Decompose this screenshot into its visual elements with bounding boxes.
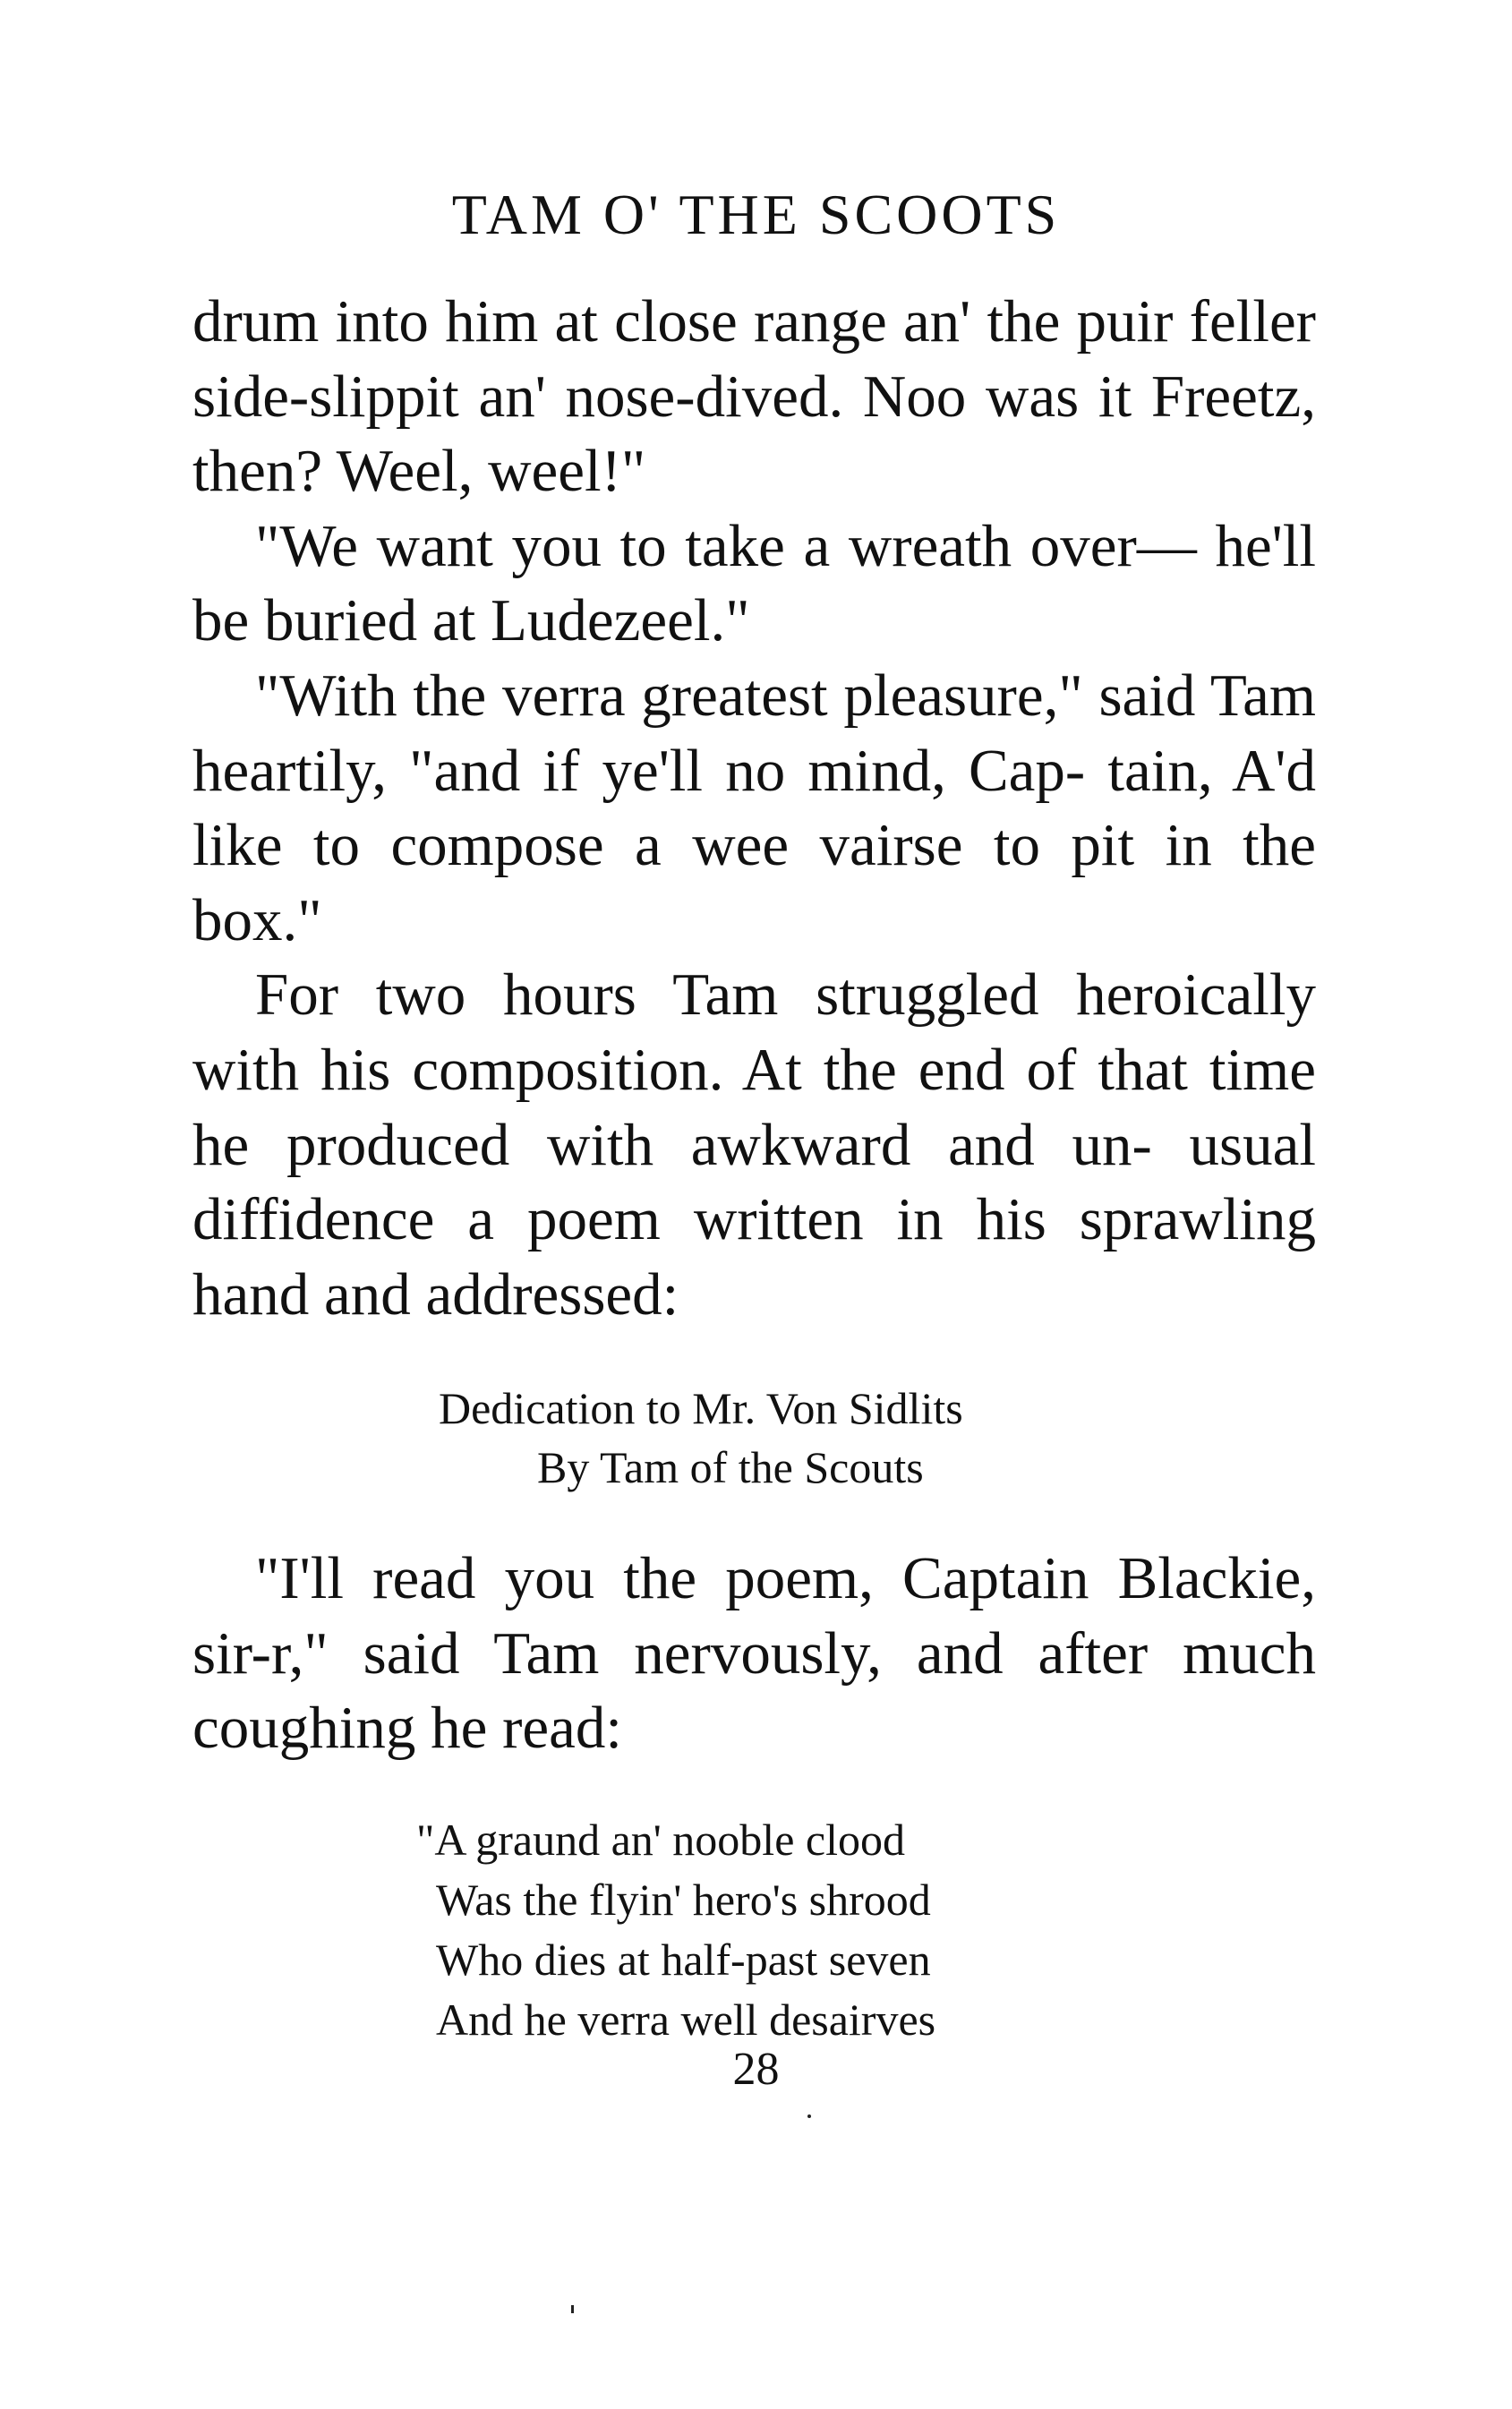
poem-line: Was the flyin' hero's shrood bbox=[436, 1875, 931, 1925]
dedication-byline: By Tam of the Scouts bbox=[537, 1442, 924, 1492]
print-speck bbox=[571, 2305, 574, 2313]
poem bbox=[416, 1810, 935, 2050]
poem-line: And he verra well desairves bbox=[436, 1995, 936, 2045]
running-head: TAM O' THE SCOOTS bbox=[451, 183, 1061, 246]
dedication-block bbox=[0, 1379, 1512, 1497]
dedication-title: Dedication to Mr. Von Sidlits bbox=[439, 1383, 963, 1433]
paragraph-composition: For two hours Tam struggled heroically with his composition. At the end of that time he produced with awkward and un- usual diffidence a poem written in his sprawling hand and addressed: bbox=[192, 961, 1316, 1328]
paragraph-wreath: "We want you to take a wreath over— he'll be buried at Ludezeel." bbox=[192, 512, 1316, 654]
body-text-lower bbox=[192, 1542, 1316, 1766]
paragraph-read-poem: "I'll read you the poem, Captain Blackie, sir-r," said Tam nervously, and after much coughing he read: bbox=[192, 1545, 1316, 1762]
poem-line: "A graund an' nooble clood bbox=[416, 1815, 905, 1865]
page-number: 28 bbox=[732, 2044, 780, 2095]
paragraph-continuation: drum into him at close range an' the puir feller side-slippit an' nose-dived. Noo was it Freetz, then? Weel, weel!" bbox=[192, 288, 1316, 505]
poem-line: Who dies at half-past seven bbox=[436, 1935, 931, 1985]
print-speck bbox=[807, 2114, 811, 2118]
paragraph-pleasure: "With the verra greatest pleasure," said Tam heartily, "and if ye'll no mind, Cap- tain, A'd like to compose a wee vairse to pit in the box." bbox=[192, 662, 1316, 953]
body-text bbox=[192, 285, 1316, 1332]
